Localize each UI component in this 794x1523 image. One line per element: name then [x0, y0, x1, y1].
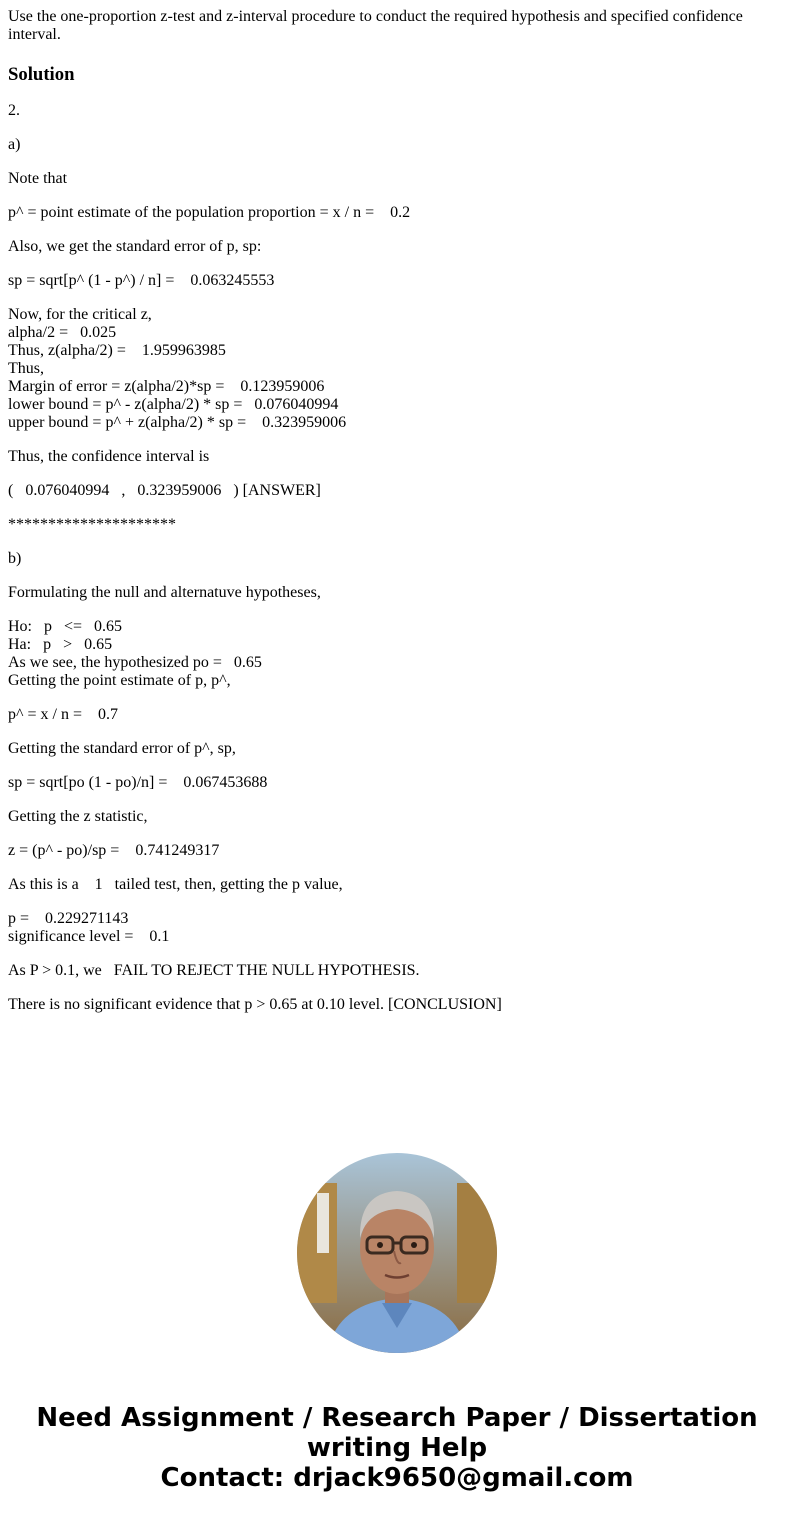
avatar [297, 1153, 497, 1353]
separator: ********************* [8, 516, 176, 533]
portrait-photo [297, 1153, 497, 1353]
critical-line: Thus, [8, 360, 44, 377]
contact-email: Contact: drjack9650@gmail.com [160, 1463, 634, 1493]
part-a-label: a) [8, 136, 21, 153]
critical-line: Margin of error = z(alpha/2)*sp = 0.123959006 [8, 378, 325, 395]
banner-line: Need Assignment / Research Paper / Dissertation [36, 1403, 758, 1433]
hypothesis-line: As we see, the hypothesized po = 0.65 [8, 654, 262, 671]
critical-line: alpha/2 = 0.025 [8, 324, 117, 341]
note-text: Note that [8, 170, 68, 187]
solution-heading: Solution [8, 64, 75, 85]
conclusion-line: There is no significant evidence that p > 0.65 at 0.10 level. [CONCLUSION] [8, 996, 502, 1013]
hypothesis-line: Getting the point estimate of p, p^, [8, 672, 231, 689]
decision-line: As P > 0.1, we FAIL TO REJECT THE NULL HYPOTHESIS. [8, 962, 420, 979]
solution-document [8, 8, 784, 1030]
z-statistic-line: z = (p^ - po)/sp = 0.741249317 [8, 842, 220, 859]
standard-error-b: sp = sqrt[po (1 - po)/n] = 0.067453688 [8, 774, 268, 791]
hypotheses-intro: Formulating the null and alternatuve hypotheses, [8, 584, 321, 601]
p-value-block [8, 910, 784, 946]
problem-number: 2. [8, 102, 20, 119]
critical-line: upper bound = p^ + z(alpha/2) * sp = 0.323959006 [8, 414, 347, 431]
point-estimate-b: p^ = x / n = 0.7 [8, 706, 118, 723]
critical-line: lower bound = p^ - z(alpha/2) * sp = 0.076040994 [8, 396, 339, 413]
problem-statement: Use the one-proportion z-test and z-interval procedure to conduct the required hypothesis and specified confidence interval. [8, 8, 743, 43]
hypothesis-line: Ha: p > 0.65 [8, 636, 113, 653]
hypothesis-line: Ho: p <= 0.65 [8, 618, 123, 635]
significance-line: significance level = 0.1 [8, 928, 170, 945]
critical-line: Thus, z(alpha/2) = 1.959963985 [8, 342, 226, 359]
point-estimate-line: p^ = point estimate of the population proportion = x / n = 0.2 [8, 204, 411, 221]
critical-value-block [8, 306, 784, 432]
standard-error-intro: Also, we get the standard error of p, sp: [8, 238, 262, 255]
hypotheses-block [8, 618, 784, 690]
contact-banner [0, 1403, 794, 1493]
z-statistic-intro: Getting the z statistic, [8, 808, 148, 825]
banner-line: writing Help [306, 1433, 488, 1463]
standard-error-line: sp = sqrt[p^ (1 - p^) / n] = 0.063245553 [8, 272, 275, 289]
confidence-interval-intro: Thus, the confidence interval is [8, 448, 210, 465]
critical-line: Now, for the critical z, [8, 306, 152, 323]
tail-test-line: As this is a 1 tailed test, then, getting the p value, [8, 876, 343, 893]
confidence-interval-answer: ( 0.076040994 , 0.323959006 ) [ANSWER] [8, 482, 321, 499]
standard-error-intro-b: Getting the standard error of p^, sp, [8, 740, 236, 757]
part-b-label: b) [8, 550, 22, 567]
p-value-line: p = 0.229271143 [8, 910, 129, 927]
